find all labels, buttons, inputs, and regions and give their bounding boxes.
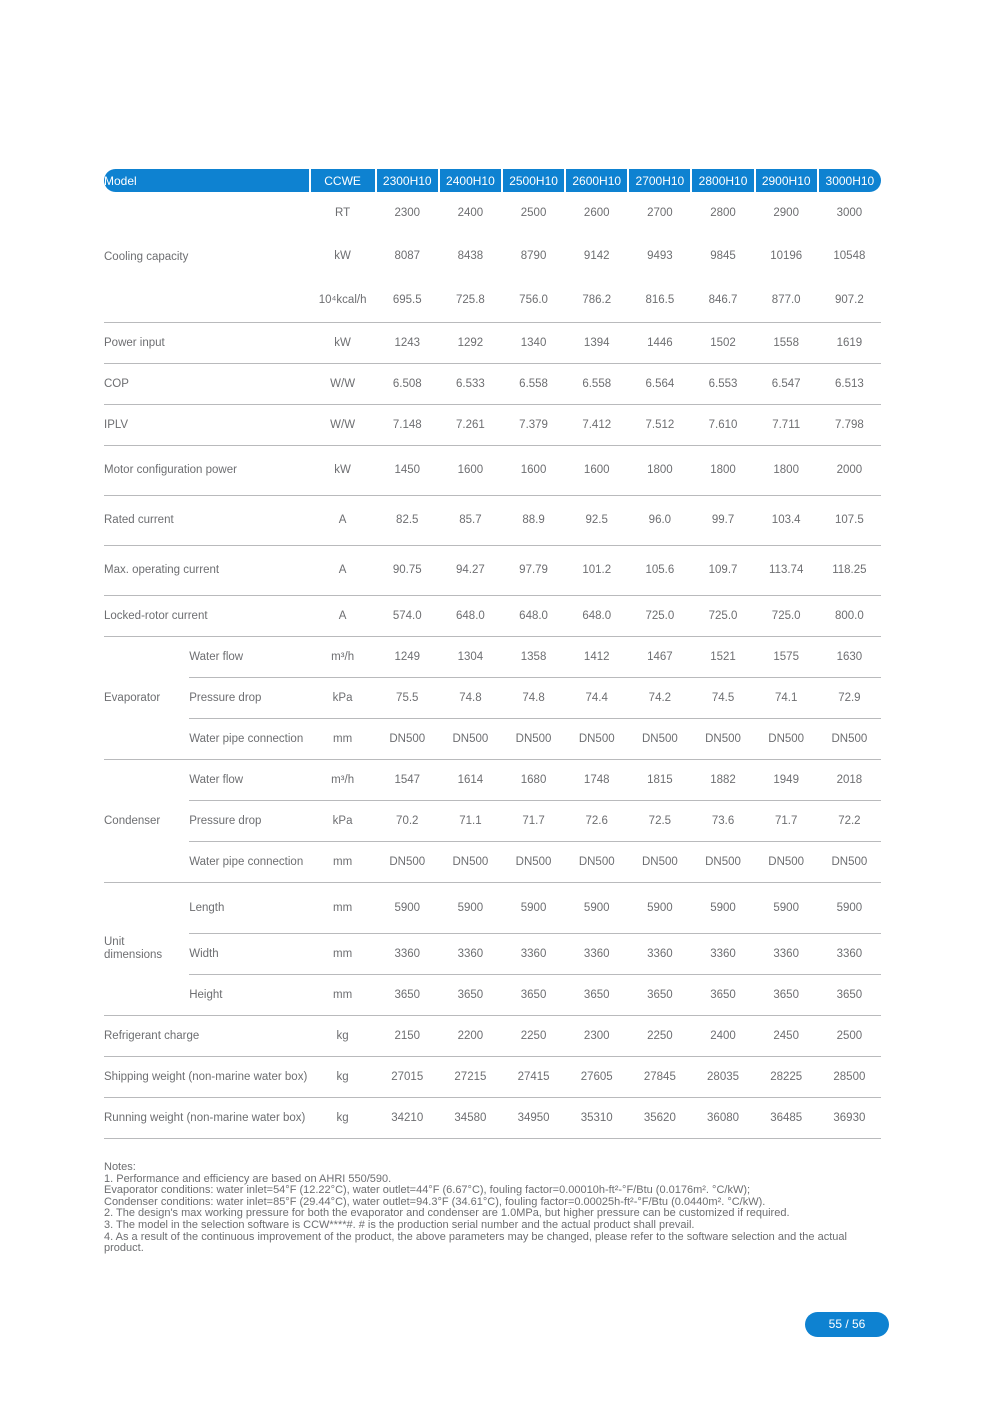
- value-cell: 3650: [502, 974, 565, 1015]
- value-cell: 74.8: [439, 677, 502, 718]
- value-cell: 756.0: [502, 278, 565, 322]
- value-cell: 1614: [439, 759, 502, 800]
- value-cell: 1949: [755, 759, 818, 800]
- value-cell: 107.5: [818, 495, 881, 545]
- value-cell: 786.2: [565, 278, 628, 322]
- unit-cell: kPa: [310, 677, 376, 718]
- row-sublabel: Water pipe connection: [189, 718, 309, 759]
- value-cell: 2250: [628, 1015, 691, 1056]
- note-line: 3. The model in the selection software is CCW****#. # is the production serial number and the actual product shall prevail.: [104, 1218, 695, 1231]
- value-cell: 846.7: [691, 278, 754, 322]
- value-cell: 5900: [439, 882, 502, 933]
- value-cell: 28225: [755, 1056, 818, 1097]
- unit-cell: mm: [310, 882, 376, 933]
- spec-row: [104, 595, 881, 636]
- value-cell: 3360: [502, 933, 565, 974]
- value-cell: 3000: [836, 207, 863, 219]
- value-cell: 28035: [691, 1056, 754, 1097]
- value-cell: 99.7: [691, 495, 754, 545]
- value-cell: 5900: [628, 882, 691, 933]
- value-cell: 2700: [647, 207, 673, 219]
- model-header-cell: 2800H10: [691, 169, 754, 192]
- value-cell: 1600: [565, 445, 628, 495]
- value-cell: 36080: [691, 1097, 754, 1138]
- value-cell: 1547: [376, 759, 439, 800]
- header-row: [104, 169, 881, 192]
- value-cell: 3650: [439, 974, 502, 1015]
- value-cell: 105.6: [628, 545, 691, 595]
- value-cell: 816.5: [628, 278, 691, 322]
- value-cell: 75.5: [376, 677, 439, 718]
- value-cell: 34580: [439, 1097, 502, 1138]
- unit-cell: mm: [310, 841, 376, 882]
- value-cell: 35620: [628, 1097, 691, 1138]
- value-cell: 1412: [565, 636, 628, 677]
- model-header: Model: [104, 169, 310, 192]
- page-number-badge: 55 / 56: [805, 1312, 889, 1337]
- value-cell: 27415: [502, 1056, 565, 1097]
- value-cell: 1680: [502, 759, 565, 800]
- value-cell: 1450: [376, 445, 439, 495]
- value-cell: 1358: [502, 636, 565, 677]
- unit-cell: W/W: [310, 404, 376, 445]
- value-cell: 2300: [565, 1015, 628, 1056]
- value-cell: 92.5: [565, 495, 628, 545]
- row-sublabel: Water flow: [189, 636, 309, 677]
- unit-cell: kW: [334, 250, 351, 262]
- value-cell: 3650: [376, 974, 439, 1015]
- note-line: 1. Performance and efficiency are based on AHRI 550/590.: [104, 1172, 392, 1185]
- value-cell: 6.533: [439, 363, 502, 404]
- value-cell: 88.9: [502, 495, 565, 545]
- value-cell: 7.610: [691, 404, 754, 445]
- row-label: Shipping weight (non-marine water box): [104, 1056, 310, 1097]
- value-cell: 1882: [691, 759, 754, 800]
- value-cell: DN500: [755, 718, 818, 759]
- value-cell: 8790: [520, 250, 547, 262]
- value-cell: 648.0: [439, 595, 502, 636]
- value-cell: 10548: [833, 250, 866, 262]
- value-cell: 72.6: [565, 800, 628, 841]
- row-label: COP: [104, 363, 310, 404]
- value-cell: 3360: [565, 933, 628, 974]
- unit-cell: mm: [310, 718, 376, 759]
- value-cell: 3360: [691, 933, 754, 974]
- value-cell: 72.9: [818, 677, 881, 718]
- value-cell: 7.261: [439, 404, 502, 445]
- value-cell: 3360: [755, 933, 818, 974]
- value-cell: 7.412: [565, 404, 628, 445]
- value-cell: DN500: [502, 841, 565, 882]
- value-cell: 5900: [755, 882, 818, 933]
- value-cell: 27845: [628, 1056, 691, 1097]
- value-cell: 7.798: [818, 404, 881, 445]
- value-cell: 73.6: [691, 800, 754, 841]
- spec-row: [104, 841, 881, 882]
- value-cell: 574.0: [376, 595, 439, 636]
- value-cell: 3650: [818, 974, 881, 1015]
- value-cell: 877.0: [755, 278, 818, 322]
- spec-table: [104, 169, 881, 1139]
- row-label: Max. operating current: [104, 545, 310, 595]
- spec-row: [104, 800, 881, 841]
- notes-title: Notes:: [104, 1161, 136, 1173]
- value-cell: 6.513: [818, 363, 881, 404]
- value-cell: 7.379: [502, 404, 565, 445]
- spec-row: [104, 1015, 881, 1056]
- value-cell: 1800: [691, 445, 754, 495]
- spec-row: [104, 192, 881, 234]
- value-cell: 9845: [710, 250, 736, 262]
- model-header-cell: 2700H10: [628, 169, 691, 192]
- value-cell: 103.4: [755, 495, 818, 545]
- value-cell: 101.2: [565, 545, 628, 595]
- row-sublabel: Width: [189, 933, 309, 974]
- value-cell: 1249: [376, 636, 439, 677]
- model-header-cell: 2900H10: [755, 169, 818, 192]
- value-cell: 74.2: [628, 677, 691, 718]
- value-cell: 2500: [818, 1015, 881, 1056]
- value-cell: 725.0: [691, 595, 754, 636]
- value-cell: 27015: [376, 1056, 439, 1097]
- model-header-cell: 2300H10: [376, 169, 439, 192]
- value-cell: 6.547: [755, 363, 818, 404]
- model-header-cell: 2500H10: [502, 169, 565, 192]
- value-cell: 2800: [710, 207, 736, 219]
- value-cell: 118.25: [818, 545, 881, 595]
- value-cell: 6.508: [376, 363, 439, 404]
- value-cell: 71.7: [502, 800, 565, 841]
- value-cell: 2000: [818, 445, 881, 495]
- value-cell: 7.148: [376, 404, 439, 445]
- value-cell: 1575: [755, 636, 818, 677]
- spec-row: [104, 974, 881, 1015]
- model-header-cell: 2400H10: [439, 169, 502, 192]
- value-cell: 35310: [565, 1097, 628, 1138]
- value-cell: 8438: [457, 250, 484, 262]
- spec-row: [104, 1056, 881, 1097]
- row-sublabel: Pressure drop: [189, 677, 309, 718]
- value-cell: 800.0: [818, 595, 881, 636]
- value-cell: 2450: [755, 1015, 818, 1056]
- value-cell: 8087: [394, 250, 421, 262]
- value-cell: 7.512: [628, 404, 691, 445]
- row-sublabel: Length: [189, 882, 309, 933]
- row-label: Motor configuration power: [104, 445, 310, 495]
- value-cell: DN500: [755, 841, 818, 882]
- spec-row: [104, 718, 881, 759]
- row-label: Locked-rotor current: [104, 595, 310, 636]
- value-cell: 907.2: [818, 278, 881, 322]
- spec-row: [104, 882, 881, 933]
- unit-cell: kg: [310, 1097, 376, 1138]
- note-line: Condenser conditions: water inlet=85°F (29.44°C), water outlet=94.3°F (34.61°C), fouling factor=0.00025h-ft²-°F/Btu (0.0440m². °C/kW).: [104, 1195, 766, 1208]
- unit-cell: kW: [310, 322, 376, 363]
- row-label: IPLV: [104, 404, 310, 445]
- value-cell: 5900: [376, 882, 439, 933]
- value-cell: 1630: [818, 636, 881, 677]
- value-cell: 74.4: [565, 677, 628, 718]
- unit-cell: m³/h: [310, 759, 376, 800]
- value-cell: 6.558: [502, 363, 565, 404]
- value-cell: 1600: [502, 445, 565, 495]
- spec-row: [104, 1097, 881, 1138]
- value-cell: 74.5: [691, 677, 754, 718]
- value-cell: 71.7: [755, 800, 818, 841]
- row-label: Power input: [104, 322, 310, 363]
- value-cell: 1304: [439, 636, 502, 677]
- row-label: Rated current: [104, 495, 310, 545]
- value-cell: 1292: [439, 322, 502, 363]
- spec-row: [104, 545, 881, 595]
- value-cell: 2600: [583, 207, 610, 219]
- value-cell: 2900: [773, 207, 799, 219]
- value-cell: DN500: [628, 718, 691, 759]
- value-cell: 34210: [376, 1097, 439, 1138]
- spec-row: [104, 445, 881, 495]
- value-cell: DN500: [376, 718, 439, 759]
- unit-cell: A: [310, 595, 376, 636]
- value-cell: 72.5: [628, 800, 691, 841]
- evaporator-label: Evaporator: [104, 636, 189, 759]
- value-cell: DN500: [439, 841, 502, 882]
- value-cell: 1340: [502, 322, 565, 363]
- value-cell: 27215: [439, 1056, 502, 1097]
- value-cell: 3650: [755, 974, 818, 1015]
- value-cell: 6.558: [565, 363, 628, 404]
- spec-row: [104, 636, 881, 677]
- value-cell: 1748: [565, 759, 628, 800]
- condenser-label: Condenser: [104, 759, 189, 882]
- value-cell: 3650: [565, 974, 628, 1015]
- value-cell: 1558: [755, 322, 818, 363]
- value-cell: 5900: [565, 882, 628, 933]
- value-cell: 94.27: [439, 545, 502, 595]
- value-cell: 725.0: [755, 595, 818, 636]
- spec-row: [104, 404, 881, 445]
- value-cell: 36930: [818, 1097, 881, 1138]
- value-cell: 2250: [502, 1015, 565, 1056]
- value-cell: 648.0: [565, 595, 628, 636]
- value-cell: 2018: [818, 759, 881, 800]
- row-label: Refrigerant charge: [104, 1015, 310, 1056]
- value-cell: 109.7: [691, 545, 754, 595]
- value-cell: 5900: [502, 882, 565, 933]
- value-cell: 113.74: [755, 545, 818, 595]
- value-cell: 74.8: [502, 677, 565, 718]
- row-sublabel: Water flow: [189, 759, 309, 800]
- value-cell: 7.711: [755, 404, 818, 445]
- value-cell: 3360: [818, 933, 881, 974]
- value-cell: 725.8: [439, 278, 502, 322]
- value-cell: 36485: [755, 1097, 818, 1138]
- value-cell: DN500: [691, 718, 754, 759]
- model-header-cell: 3000H10: [818, 169, 881, 192]
- value-cell: 6.553: [691, 363, 754, 404]
- value-cell: DN500: [565, 718, 628, 759]
- value-cell: 9142: [583, 250, 610, 262]
- value-cell: 27605: [565, 1056, 628, 1097]
- series-header: CCWE: [310, 169, 376, 192]
- value-cell: 85.7: [439, 495, 502, 545]
- spec-row: [104, 495, 881, 545]
- value-cell: DN500: [502, 718, 565, 759]
- value-cell: 34950: [502, 1097, 565, 1138]
- row-sublabel: Water pipe connection: [189, 841, 309, 882]
- value-cell: 72.2: [818, 800, 881, 841]
- unit-cell: 10⁴kcal/h: [310, 278, 376, 322]
- row-label: Running weight (non-marine water box): [104, 1097, 310, 1138]
- value-cell: 1815: [628, 759, 691, 800]
- value-cell: 3360: [439, 933, 502, 974]
- value-cell: 28500: [818, 1056, 881, 1097]
- spec-row: [104, 363, 881, 404]
- value-cell: 3360: [628, 933, 691, 974]
- value-cell: 70.2: [376, 800, 439, 841]
- row-sublabel: Pressure drop: [189, 800, 309, 841]
- notes: [104, 1162, 864, 1255]
- value-cell: 1800: [755, 445, 818, 495]
- unit-cell: kg: [310, 1015, 376, 1056]
- value-cell: 2150: [376, 1015, 439, 1056]
- value-cell: 3650: [691, 974, 754, 1015]
- value-cell: 1467: [628, 636, 691, 677]
- unit-dimensions-label: Unit dimensions: [104, 882, 189, 1015]
- note-line: Evaporator conditions: water inlet=54°F (12.22°C), water outlet=44°F (6.67°C), fouling factor=0.00010h-ft²-°F/Btu (0.0176m². °C/kW);: [104, 1184, 751, 1197]
- value-cell: DN500: [565, 841, 628, 882]
- note-line: 2. The design's max working pressure for both the evaporator and condenser are 1.0MPa, but higher pressure can be customized if required.: [104, 1207, 790, 1220]
- value-cell: 90.75: [376, 545, 439, 595]
- unit-cell: A: [310, 545, 376, 595]
- unit-cell: mm: [310, 933, 376, 974]
- value-cell: 3650: [628, 974, 691, 1015]
- value-cell: DN500: [691, 841, 754, 882]
- value-cell: 2500: [520, 207, 547, 219]
- value-cell: 3360: [376, 933, 439, 974]
- value-cell: 97.79: [502, 545, 565, 595]
- value-cell: 1502: [691, 322, 754, 363]
- unit-cell: kPa: [310, 800, 376, 841]
- value-cell: 5900: [818, 882, 881, 933]
- value-cell: 71.1: [439, 800, 502, 841]
- value-cell: 82.5: [376, 495, 439, 545]
- row-sublabel: Height: [189, 974, 309, 1015]
- unit-cell: A: [310, 495, 376, 545]
- value-cell: 1619: [818, 322, 881, 363]
- spec-row: [104, 322, 881, 363]
- value-cell: 2400: [457, 207, 484, 219]
- value-cell: DN500: [376, 841, 439, 882]
- spec-row: [104, 677, 881, 718]
- spec-row: [104, 759, 881, 800]
- value-cell: 1800: [628, 445, 691, 495]
- value-cell: 725.0: [628, 595, 691, 636]
- value-cell: 2200: [439, 1015, 502, 1056]
- unit-cell: m³/h: [310, 636, 376, 677]
- value-cell: 74.1: [755, 677, 818, 718]
- value-cell: 96.0: [628, 495, 691, 545]
- value-cell: 10196: [770, 250, 803, 262]
- value-cell: 9493: [647, 250, 673, 262]
- value-cell: 648.0: [502, 595, 565, 636]
- model-header-cell: 2600H10: [565, 169, 628, 192]
- value-cell: 2300: [394, 207, 421, 219]
- unit-cell: kW: [310, 445, 376, 495]
- unit-cell: mm: [310, 974, 376, 1015]
- value-cell: 1600: [439, 445, 502, 495]
- spec-row: [104, 933, 881, 974]
- value-cell: DN500: [818, 718, 881, 759]
- value-cell: 1521: [691, 636, 754, 677]
- value-cell: 6.564: [628, 363, 691, 404]
- unit-cell: W/W: [310, 363, 376, 404]
- value-cell: DN500: [818, 841, 881, 882]
- value-cell: 1446: [628, 322, 691, 363]
- value-cell: 5900: [691, 882, 754, 933]
- value-cell: 1243: [376, 322, 439, 363]
- value-cell: DN500: [628, 841, 691, 882]
- value-cell: 695.5: [376, 278, 439, 322]
- note-line: 4. As a result of the continuous improvement of the product, the above parameters may be changed, please refer to the software selection and the actual product.: [104, 1230, 847, 1255]
- unit-cell: kg: [310, 1056, 376, 1097]
- value-cell: DN500: [439, 718, 502, 759]
- value-cell: 1394: [565, 322, 628, 363]
- value-cell: 2400: [691, 1015, 754, 1056]
- unit-cell: RT: [335, 207, 351, 219]
- cooling-capacity-label: Cooling capacity: [104, 192, 310, 322]
